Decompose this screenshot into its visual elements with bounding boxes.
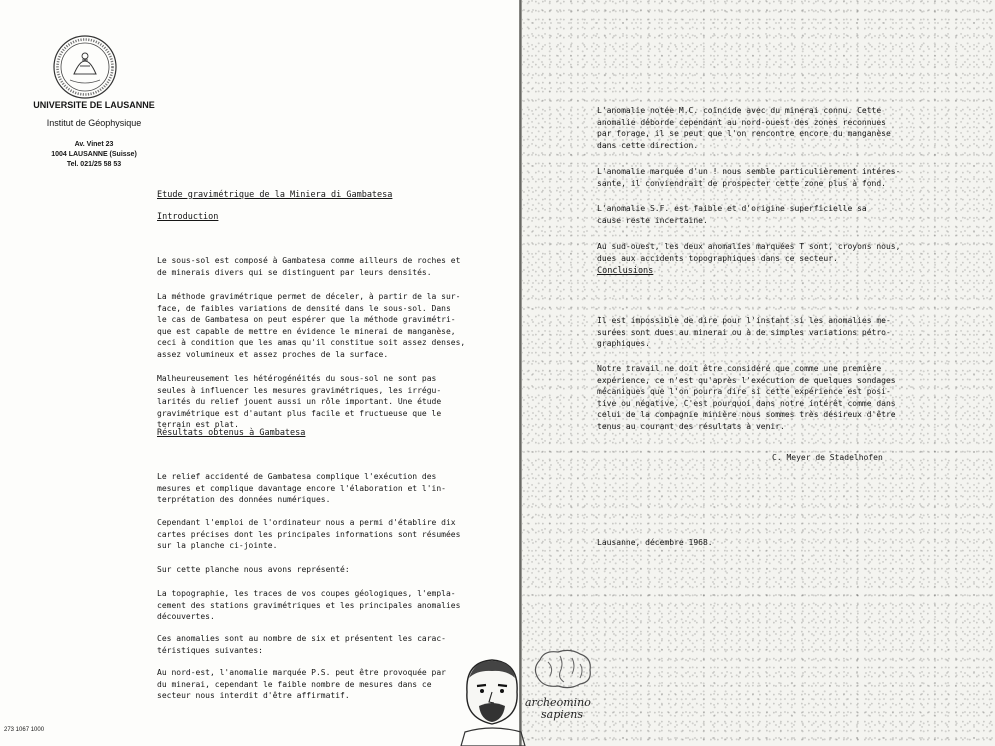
- signature-name: C. Meyer de Stadelhofen: [772, 453, 883, 462]
- page-fold: [519, 0, 522, 746]
- anomaly-paragraph-1: L'anomalie notée M.C. coïncide avec du minerai connu. Cette anomalie déborde cependant au nord-ouest des zones reconnues par forage, il se peut que l'on rencontre encore du manganèse dans cette direction.: [597, 106, 891, 150]
- place-and-date: Lausanne, décembre 1968.: [597, 538, 713, 547]
- results-paragraph-1: Le relief accidenté de Gambatesa complique l'exécution des mesures et complique davantage encore l'élaboration et l'in- terprétation des données numériques.: [157, 472, 446, 504]
- intro-paragraph-2: La méthode gravimétrique permet de déceler, à partir de la sur- face, de faibles variations de densité dans le sous-sol. Dans le cas de Gambatesa on peut espérer que la méthode gravimétri- que est capable de mettre en évidence le minerai de manganèse, ceci à condition que les amas qu'il constitue soit assez denses, assez volumineux et assez proches de la surface.: [157, 292, 466, 359]
- letterhead-street: Av. Vinet 23: [74, 141, 114, 148]
- anomaly-paragraph-3: L'anomalie S.F. est faible et d'origine superficielle sa cause reste incertaine.: [597, 204, 867, 225]
- anomaly-paragraph-4: Au sud-ouest, les deux anomalies marquées T sont, croyons nous, dues aux accidents topographiques dans ce secteur.: [597, 242, 901, 263]
- letterhead-phone: Tel. 021/25 58 53: [66, 161, 122, 168]
- intro-paragraph-3: Malheureusement les hétérogénéités du sous-sol ne sont pas seules à influencer les mesures gravimétriques, les irrégu- larités du relief jouent aussi un rôle important. Une étude gravimétrique est d'autant plus facile et fructueuse que le terrain est plat.: [157, 374, 442, 429]
- conclusions-heading: Conclusions: [597, 266, 654, 276]
- watermark-signature: archeomino sapiens: [525, 696, 591, 721]
- cartoon-face-icon: [455, 652, 530, 746]
- results-paragraph-6: Au nord-est, l'anomalie marquée P.S. peut être provoquée par du minerai, cependant le faible nombre de mesures dans ce secteur nous interdit d'être affirmatif.: [157, 668, 446, 700]
- letterhead-institute: Institut de Géophysique: [46, 118, 142, 128]
- conclusion-paragraph-1: Il est impossible de dire pour l'instant si les anomalies me- surées sont dues au minerai ou à de simples variations pétro- graphiques.: [597, 316, 891, 348]
- intro-paragraph-1: Le sous-sol est composé à Gambatesa comme ailleurs de roches et de minerais divers qui se distinguent par leurs densités.: [157, 256, 461, 277]
- conclusion-paragraph-2: Notre travail ne doit être considéré que comme une première expérience, ce n'est qu'après l'exécution de quelques sondages mécaniques que l'on pourra dire si cette expérience est posi- tive ou négative. C'est pourquoi dans notre intérêt comme dans celui de la compagnie minière nous sommes très désireux d'être tenus au courant des résultats à venir.: [597, 364, 896, 431]
- intro-heading: Introduction: [157, 212, 219, 222]
- letterhead-university: UNIVERSITE DE LAUSANNE: [33, 100, 155, 110]
- university-seal-icon: [52, 34, 118, 100]
- brain-icon: [530, 648, 594, 692]
- anomaly-paragraph-2: L'anomalie marquée d'un ! nous semble particulièrement intéres- sante, il conviendrait de prospecter cette zone plus à fond.: [597, 167, 901, 188]
- results-paragraph-5: Ces anomalies sont au nombre de six et présentent les carac- téristiques suivantes:: [157, 634, 446, 655]
- results-paragraph-3: Sur cette planche nous avons représenté:: [157, 565, 350, 574]
- results-paragraph-2: Cependant l'emploi de l'ordinateur nous a permi d'établire dix cartes précises dont les principales informations sont résumées sur la planche ci-jointe.: [157, 518, 461, 550]
- letterhead-city: 1004 LAUSANNE (Suisse): [51, 151, 137, 158]
- results-heading: Résultats obtenus à Gambatesa: [157, 428, 306, 438]
- results-paragraph-4: La topographie, les traces de vos coupes géologiques, l'empla- cement des stations gravimétriques et les principales anomalies découvertes.: [157, 589, 461, 621]
- document-title: Etude gravimétrique de la Miniera di Gambatesa: [157, 190, 393, 200]
- print-code: 273 1067 1000: [4, 727, 45, 733]
